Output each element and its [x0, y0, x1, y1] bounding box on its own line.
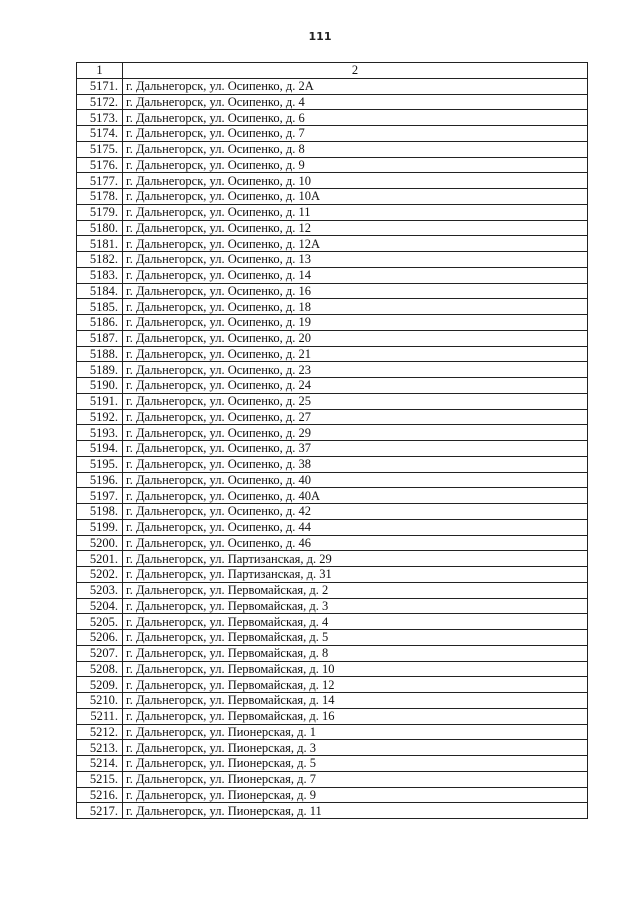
row-number: 5204.	[77, 598, 123, 614]
row-number: 5176.	[77, 157, 123, 173]
row-number: 5200.	[77, 535, 123, 551]
row-address: г. Дальнегорск, ул. Осипенко, д. 19	[123, 315, 588, 331]
row-address: г. Дальнегорск, ул. Пионерская, д. 1	[123, 724, 588, 740]
row-number: 5194.	[77, 441, 123, 457]
row-address: г. Дальнегорск, ул. Партизанская, д. 29	[123, 551, 588, 567]
row-number: 5201.	[77, 551, 123, 567]
table-row	[77, 283, 588, 299]
row-number: 5193.	[77, 425, 123, 441]
table-row	[77, 787, 588, 803]
row-address: г. Дальнегорск, ул. Осипенко, д. 18	[123, 299, 588, 315]
row-address: г. Дальнегорск, ул. Осипенко, д. 27	[123, 409, 588, 425]
row-address: г. Дальнегорск, ул. Осипенко, д. 2А	[123, 78, 588, 94]
row-address: г. Дальнегорск, ул. Осипенко, д. 23	[123, 362, 588, 378]
table-row	[77, 441, 588, 457]
row-address: г. Дальнегорск, ул. Осипенко, д. 13	[123, 252, 588, 268]
page-number: 111	[308, 30, 332, 43]
table-row	[77, 378, 588, 394]
row-address: г. Дальнегорск, ул. Осипенко, д. 29	[123, 425, 588, 441]
row-address: г. Дальнегорск, ул. Первомайская, д. 5	[123, 630, 588, 646]
row-number: 5217.	[77, 803, 123, 819]
row-number: 5198.	[77, 504, 123, 520]
row-address: г. Дальнегорск, ул. Осипенко, д. 4	[123, 94, 588, 110]
row-number: 5214.	[77, 756, 123, 772]
row-number: 5182.	[77, 252, 123, 268]
table-row	[77, 299, 588, 315]
row-number: 5178.	[77, 189, 123, 205]
row-address: г. Дальнегорск, ул. Осипенко, д. 8	[123, 141, 588, 157]
row-number: 5205.	[77, 614, 123, 630]
row-address: г. Дальнегорск, ул. Осипенко, д. 10	[123, 173, 588, 189]
table-row	[77, 803, 588, 819]
row-address: г. Дальнегорск, ул. Пионерская, д. 11	[123, 803, 588, 819]
row-number: 5186.	[77, 315, 123, 331]
row-address: г. Дальнегорск, ул. Осипенко, д. 11	[123, 204, 588, 220]
row-address: г. Дальнегорск, ул. Осипенко, д. 42	[123, 504, 588, 520]
table-row	[77, 204, 588, 220]
row-number: 5207.	[77, 645, 123, 661]
row-address: г. Дальнегорск, ул. Первомайская, д. 16	[123, 708, 588, 724]
table-row	[77, 236, 588, 252]
table-row	[77, 582, 588, 598]
row-number: 5216.	[77, 787, 123, 803]
row-address: г. Дальнегорск, ул. Осипенко, д. 46	[123, 535, 588, 551]
row-number: 5210.	[77, 693, 123, 709]
table-row	[77, 393, 588, 409]
row-number: 5202.	[77, 567, 123, 583]
row-address: г. Дальнегорск, ул. Первомайская, д. 12	[123, 677, 588, 693]
row-number: 5209.	[77, 677, 123, 693]
table-row	[77, 78, 588, 94]
row-number: 5171.	[77, 78, 123, 94]
table-row	[77, 677, 588, 693]
table-row	[77, 425, 588, 441]
row-number: 5189.	[77, 362, 123, 378]
table-row	[77, 504, 588, 520]
table-row	[77, 740, 588, 756]
row-address: г. Дальнегорск, ул. Первомайская, д. 8	[123, 645, 588, 661]
row-number: 5196.	[77, 472, 123, 488]
table-row	[77, 189, 588, 205]
table-row	[77, 252, 588, 268]
row-number: 5212.	[77, 724, 123, 740]
row-address: г. Дальнегорск, ул. Осипенко, д. 21	[123, 346, 588, 362]
row-number: 5179.	[77, 204, 123, 220]
row-number: 5195.	[77, 456, 123, 472]
row-number: 5173.	[77, 110, 123, 126]
row-number: 5184.	[77, 283, 123, 299]
row-address: г. Дальнегорск, ул. Осипенко, д. 24	[123, 378, 588, 394]
table-row	[77, 315, 588, 331]
table-row	[77, 173, 588, 189]
row-address: г. Дальнегорск, ул. Осипенко, д. 25	[123, 393, 588, 409]
table-row	[77, 94, 588, 110]
row-address: г. Дальнегорск, ул. Осипенко, д. 10А	[123, 189, 588, 205]
table-row	[77, 614, 588, 630]
row-address: г. Дальнегорск, ул. Первомайская, д. 10	[123, 661, 588, 677]
row-address: г. Дальнегорск, ул. Первомайская, д. 2	[123, 582, 588, 598]
row-number: 5172.	[77, 94, 123, 110]
table-row	[77, 630, 588, 646]
row-number: 5190.	[77, 378, 123, 394]
table-row	[77, 551, 588, 567]
table-row	[77, 724, 588, 740]
table-body	[77, 78, 588, 818]
table-row	[77, 126, 588, 142]
row-address: г. Дальнегорск, ул. Осипенко, д. 40	[123, 472, 588, 488]
table-row	[77, 409, 588, 425]
row-address: г. Дальнегорск, ул. Осипенко, д. 6	[123, 110, 588, 126]
row-number: 5215.	[77, 771, 123, 787]
row-number: 5208.	[77, 661, 123, 677]
row-number: 5174.	[77, 126, 123, 142]
row-address: г. Дальнегорск, ул. Осипенко, д. 37	[123, 441, 588, 457]
row-address: г. Дальнегорск, ул. Осипенко, д. 14	[123, 267, 588, 283]
table-row	[77, 472, 588, 488]
row-address: г. Дальнегорск, ул. Партизанская, д. 31	[123, 567, 588, 583]
row-address: г. Дальнегорск, ул. Пионерская, д. 5	[123, 756, 588, 772]
table-row	[77, 330, 588, 346]
row-address: г. Дальнегорск, ул. Осипенко, д. 16	[123, 283, 588, 299]
table-row	[77, 157, 588, 173]
row-number: 5197.	[77, 488, 123, 504]
row-number: 5180.	[77, 220, 123, 236]
table-header-row	[77, 63, 588, 79]
table-row	[77, 661, 588, 677]
table-row	[77, 693, 588, 709]
row-address: г. Дальнегорск, ул. Осипенко, д. 9	[123, 157, 588, 173]
row-number: 5183.	[77, 267, 123, 283]
table-row	[77, 567, 588, 583]
row-address: г. Дальнегорск, ул. Пионерская, д. 3	[123, 740, 588, 756]
row-address: г. Дальнегорск, ул. Осипенко, д. 38	[123, 456, 588, 472]
row-number: 5181.	[77, 236, 123, 252]
table-row	[77, 488, 588, 504]
row-number: 5185.	[77, 299, 123, 315]
table-row	[77, 535, 588, 551]
row-number: 5199.	[77, 519, 123, 535]
table-row	[77, 110, 588, 126]
row-address: г. Дальнегорск, ул. Осипенко, д. 40А	[123, 488, 588, 504]
row-number: 5177.	[77, 173, 123, 189]
row-number: 5206.	[77, 630, 123, 646]
column-header-number: 1	[77, 63, 123, 79]
table-row	[77, 708, 588, 724]
row-address: г. Дальнегорск, ул. Осипенко, д. 44	[123, 519, 588, 535]
table-row	[77, 456, 588, 472]
row-number: 5211.	[77, 708, 123, 724]
row-number: 5187.	[77, 330, 123, 346]
table-row	[77, 645, 588, 661]
table-row	[77, 267, 588, 283]
address-table	[76, 62, 588, 819]
table-row	[77, 519, 588, 535]
column-header-address: 2	[123, 63, 588, 79]
table-row	[77, 771, 588, 787]
row-number: 5188.	[77, 346, 123, 362]
row-number: 5191.	[77, 393, 123, 409]
row-number: 5175.	[77, 141, 123, 157]
row-number: 5192.	[77, 409, 123, 425]
row-address: г. Дальнегорск, ул. Пионерская, д. 9	[123, 787, 588, 803]
table-row	[77, 598, 588, 614]
table-row	[77, 756, 588, 772]
row-address: г. Дальнегорск, ул. Осипенко, д. 20	[123, 330, 588, 346]
row-address: г. Дальнегорск, ул. Пионерская, д. 7	[123, 771, 588, 787]
row-number: 5213.	[77, 740, 123, 756]
row-address: г. Дальнегорск, ул. Осипенко, д. 7	[123, 126, 588, 142]
row-address: г. Дальнегорск, ул. Первомайская, д. 4	[123, 614, 588, 630]
table-row	[77, 220, 588, 236]
row-address: г. Дальнегорск, ул. Осипенко, д. 12А	[123, 236, 588, 252]
table-row	[77, 346, 588, 362]
table-row	[77, 141, 588, 157]
table-row	[77, 362, 588, 378]
row-address: г. Дальнегорск, ул. Первомайская, д. 14	[123, 693, 588, 709]
row-address: г. Дальнегорск, ул. Осипенко, д. 12	[123, 220, 588, 236]
row-address: г. Дальнегорск, ул. Первомайская, д. 3	[123, 598, 588, 614]
row-number: 5203.	[77, 582, 123, 598]
